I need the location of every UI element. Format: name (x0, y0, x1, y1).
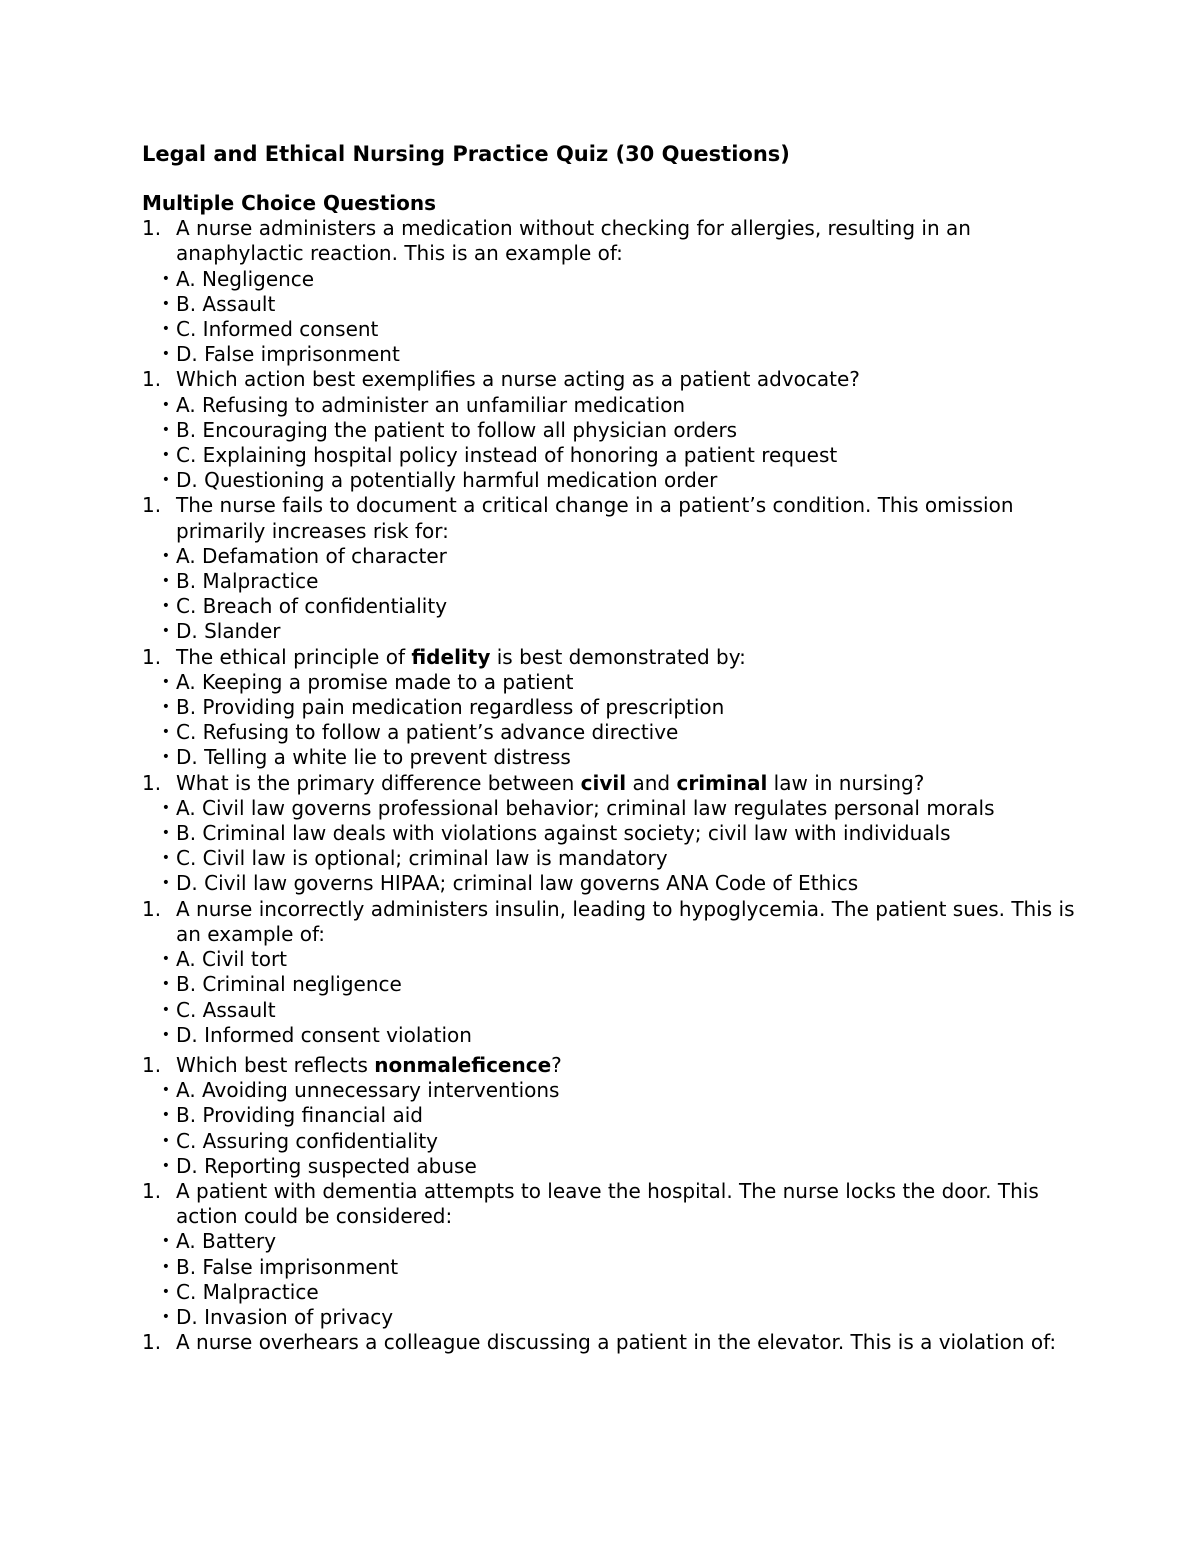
bullet-icon: • (161, 976, 170, 993)
question-item (142, 493, 1082, 644)
bullet-icon: • (161, 799, 170, 816)
question-number: 1. (142, 367, 162, 392)
answer-option: C. Informed consent (176, 317, 379, 342)
answer-option: B. Encouraging the patient to follow all physician orders (176, 417, 738, 442)
bullet-icon: • (161, 295, 170, 312)
question-number: 1. (142, 1052, 162, 1077)
answer-option: B. Providing pain medication regardless of prescription (176, 695, 725, 720)
bullet-icon: • (161, 421, 170, 438)
bullet-icon: • (161, 1082, 170, 1099)
bullet-icon: • (161, 1283, 170, 1300)
answer-option: B. Assault (176, 291, 276, 316)
bullet-icon: • (161, 447, 170, 464)
question-number: 1. (142, 1178, 162, 1203)
question-item (142, 897, 1082, 1048)
question-item (142, 1330, 1082, 1355)
document-body (142, 140, 1082, 1355)
bullet-icon: • (161, 270, 170, 287)
bullet-icon: • (161, 1308, 170, 1325)
answer-option: C. Refusing to follow a patient’s advance directive (176, 720, 679, 745)
bullet-icon: • (161, 875, 170, 892)
emphasis-term: criminal (676, 770, 768, 795)
answer-option: A. Defamation of character (176, 543, 447, 568)
question-number: 1. (142, 644, 162, 669)
bullet-icon: • (161, 623, 170, 640)
bullet-icon: • (161, 825, 170, 842)
bullet-icon: • (161, 1001, 170, 1018)
question-number: 1. (142, 770, 162, 795)
bullet-icon: • (161, 749, 170, 766)
question-item (142, 1053, 1082, 1179)
bullet-icon: • (161, 346, 170, 363)
question-item (142, 771, 1082, 897)
document-title: Legal and Ethical Nursing Practice Quiz (30 Questions) (142, 142, 790, 166)
question-text: A patient with dementia attempts to leave the hospital. The nurse locks the door. This action could be considered: (176, 1178, 1039, 1229)
bullet-icon: • (161, 951, 170, 968)
section-heading: Multiple Choice Questions (142, 191, 437, 215)
answer-option: D. Questioning a potentially harmful medication order (176, 468, 718, 493)
answer-option: D. Slander (176, 619, 281, 644)
bullet-icon: • (161, 1107, 170, 1124)
question-item (142, 216, 1082, 367)
answer-option: A. Keeping a promise made to a patient (176, 669, 574, 694)
question-number: 1. (142, 896, 162, 921)
emphasis-term: nonmaleficence (374, 1052, 552, 1077)
bullet-icon: • (161, 547, 170, 564)
answer-option: C. Civil law is optional; criminal law is mandatory (176, 846, 668, 871)
bullet-icon: • (161, 573, 170, 590)
answer-option: A. Refusing to administer an unfamiliar medication (176, 392, 686, 417)
bullet-icon: • (161, 396, 170, 413)
bullet-icon: • (161, 1026, 170, 1043)
question-text: The ethical principle of fidelity is best demonstrated by: (176, 644, 746, 669)
bullet-icon: • (161, 850, 170, 867)
answer-option: B. Criminal law deals with violations against society; civil law with individuals (176, 821, 951, 846)
question-number: 1. (142, 493, 162, 518)
emphasis-term: fidelity (411, 644, 491, 669)
bullet-icon: • (161, 1132, 170, 1149)
bullet-icon: • (161, 321, 170, 338)
answer-option: B. False imprisonment (176, 1254, 399, 1279)
answer-option: A. Avoiding unnecessary interventions (176, 1078, 560, 1103)
question-text: What is the primary difference between civil and criminal law in nursing? (176, 770, 925, 795)
emphasis-term: civil (580, 770, 627, 795)
question-item (142, 645, 1082, 771)
answer-option: B. Providing financial aid (176, 1103, 423, 1128)
bullet-icon: • (161, 1233, 170, 1250)
answer-option: D. Telling a white lie to prevent distress (176, 745, 571, 770)
bullet-icon: • (161, 724, 170, 741)
answer-option: A. Civil tort (176, 947, 288, 972)
answer-option: D. False imprisonment (176, 342, 400, 367)
bullet-icon: • (161, 472, 170, 489)
question-item (142, 367, 1082, 493)
answer-option: C. Assuring confidentiality (176, 1128, 439, 1153)
answer-option: D. Invasion of privacy (176, 1304, 394, 1329)
answer-option: B. Malpractice (176, 569, 319, 594)
question-number: 1. (142, 216, 162, 241)
answer-option: A. Civil law governs professional behavior; criminal law regulates personal morals (176, 795, 995, 820)
question-text: Which best reflects nonmaleficence? (176, 1052, 562, 1077)
answer-option: C. Explaining hospital policy instead of honoring a patient request (176, 443, 838, 468)
answer-option: C. Breach of confidentiality (176, 594, 448, 619)
bullet-icon: • (161, 1157, 170, 1174)
answer-option: D. Reporting suspected abuse (176, 1153, 477, 1178)
question-text: A nurse incorrectly administers insulin, leading to hypoglycemia. The patient sues. This is an example of: (176, 896, 1075, 946)
answer-option: A. Negligence (176, 266, 315, 291)
question-item (142, 1179, 1082, 1330)
bullet-icon: • (161, 673, 170, 690)
question-number: 1. (142, 1330, 162, 1355)
question-text: A nurse administers a medication without checking for allergies, resulting in an anaphylactic reaction. This is an example of: (176, 216, 971, 266)
bullet-icon: • (161, 1258, 170, 1275)
question-text: Which action best exemplifies a nurse acting as a patient advocate? (176, 367, 860, 392)
question-text: A nurse overhears a colleague discussing a patient in the elevator. This is a violation of: (176, 1330, 1057, 1355)
bullet-icon: • (161, 699, 170, 716)
question-text: The nurse fails to document a critical change in a patient’s condition. This omission primarily increases risk for: (176, 493, 1014, 543)
answer-option: D. Civil law governs HIPAA; criminal law governs ANA Code of Ethics (176, 871, 859, 896)
answer-option: D. Informed consent violation (176, 1022, 472, 1047)
answer-option: C. Assault (176, 997, 276, 1022)
bullet-icon: • (161, 598, 170, 615)
answer-option: A. Battery (176, 1229, 277, 1254)
answer-option: C. Malpractice (176, 1279, 319, 1304)
answer-option: B. Criminal negligence (176, 972, 402, 997)
